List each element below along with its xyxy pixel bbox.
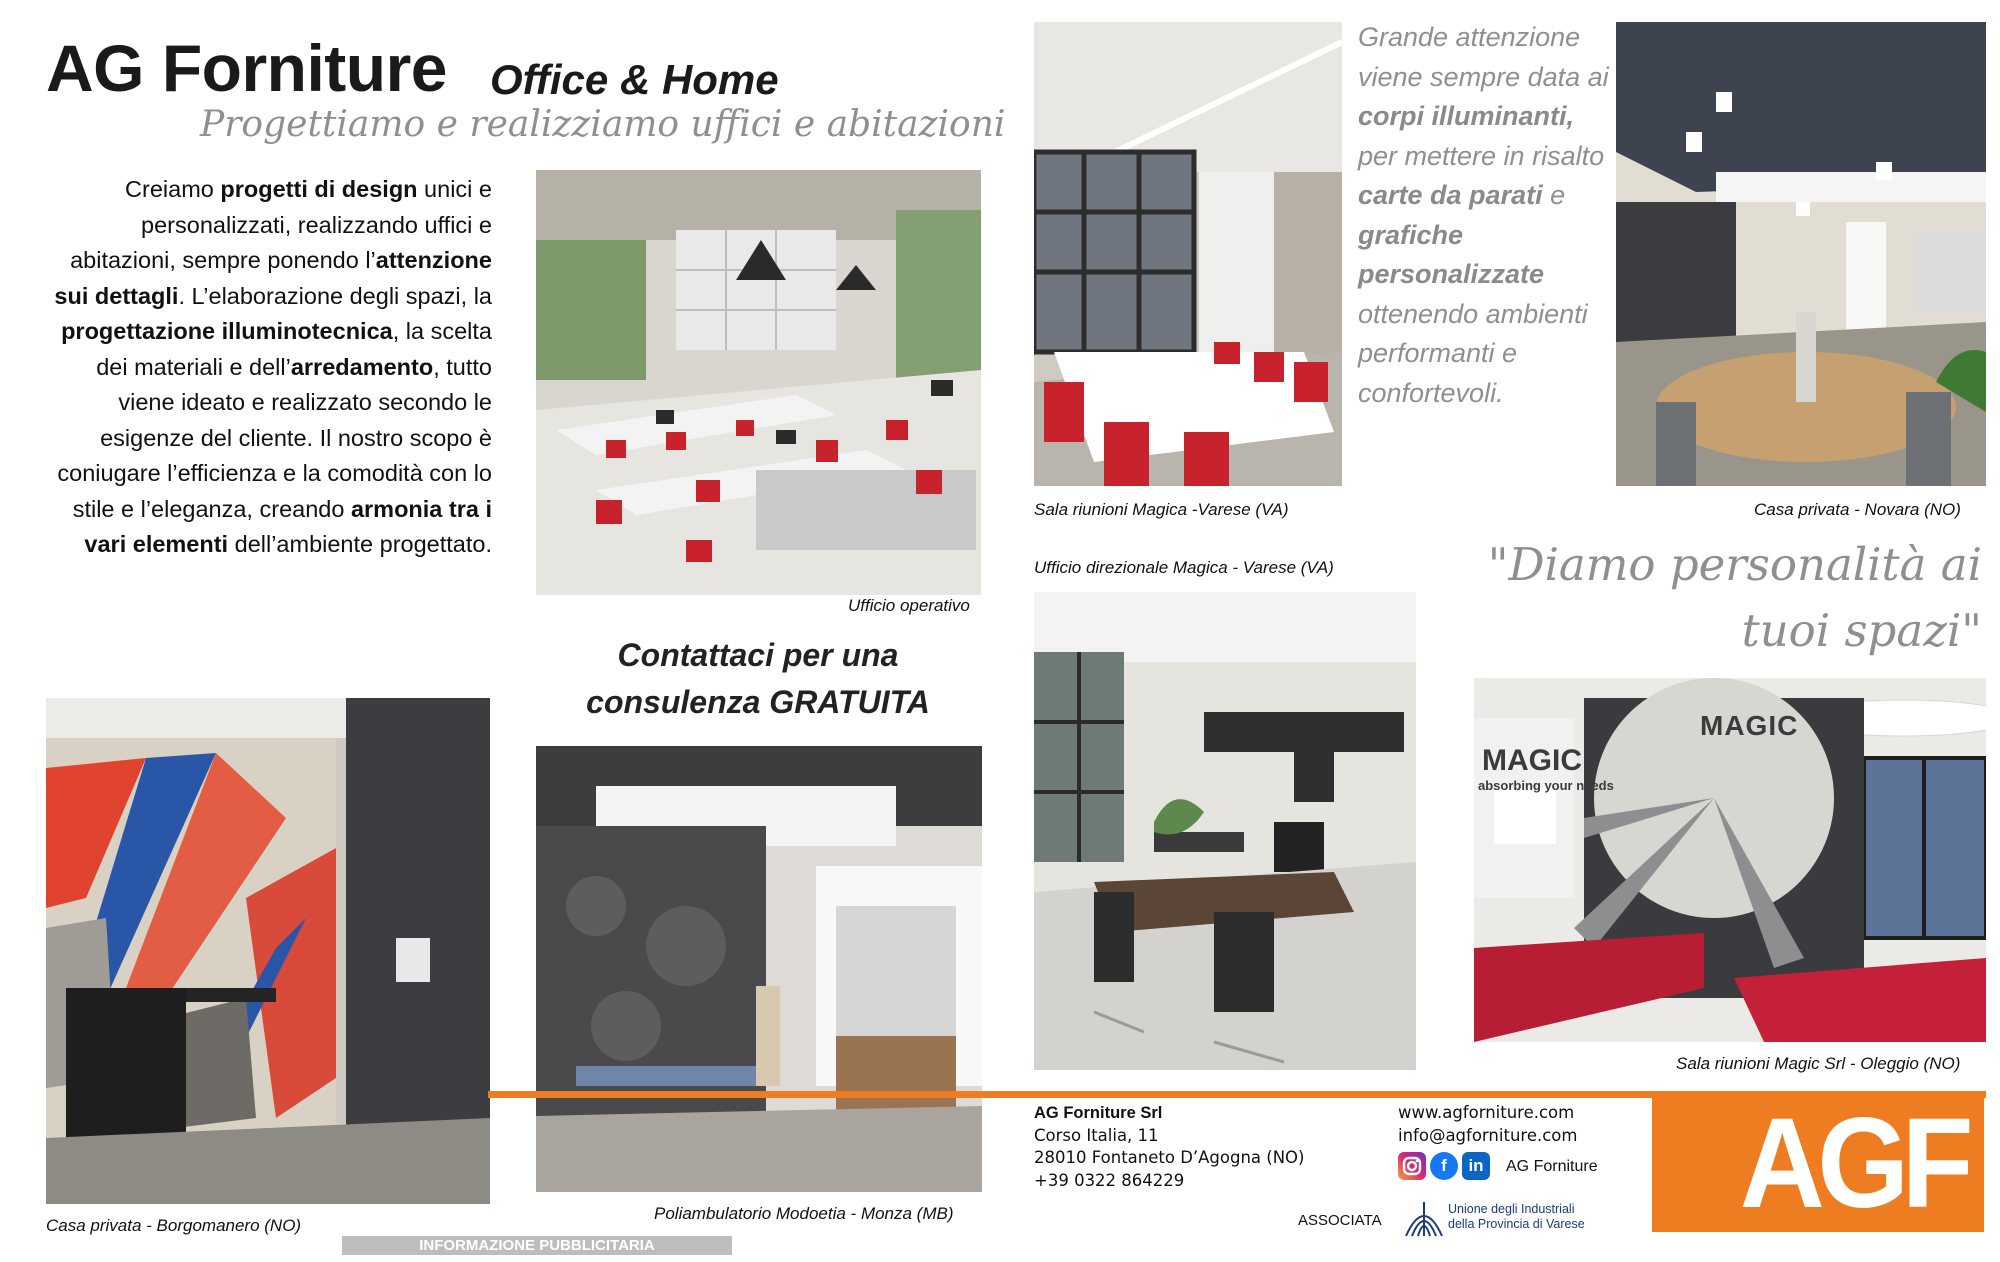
tagline: Progettiamo e realizziamo uffici e abitazioni: [200, 104, 1006, 145]
associata-label: ASSOCIATA: [1298, 1212, 1382, 1229]
agf-logo: [1652, 1092, 1984, 1235]
quote-line-2: tuoi spazi": [1741, 604, 1982, 657]
side-segment: corpi illuminanti,: [1358, 101, 1575, 131]
company-name: AG Forniture Srl: [1034, 1104, 1163, 1122]
intro-segment: arredamento: [290, 353, 434, 380]
photo-ufficio-operativo: [536, 170, 981, 595]
caption-sala-riunioni-magica: Sala riunioni Magica -Varese (VA): [1034, 500, 1289, 519]
unione-emblem-icon: [1402, 1196, 1446, 1240]
side-segment: e: [1542, 180, 1566, 210]
company-phone: +39 0322 864229: [1034, 1170, 1185, 1190]
company-city: 28010 Fontaneto D’Agogna (NO): [1034, 1148, 1305, 1167]
side-segment: ottenendo ambienti performanti e confortevoli.: [1358, 298, 1588, 408]
company-address: [1034, 1102, 1305, 1192]
caption-casa-borgomanero: Casa privata - Borgomanero (NO): [46, 1216, 302, 1235]
magic-wall-logo: MAGIC: [1700, 710, 1799, 741]
unione-line-2: della Provincia di Varese: [1448, 1217, 1585, 1231]
linkedin-icon[interactable]: in: [1462, 1152, 1490, 1180]
side-segment: carte da parati: [1358, 180, 1543, 210]
unione-line-1: Unione degli Industriali: [1448, 1202, 1575, 1216]
intro-segment: , la scelta dei materiali e dell’: [96, 318, 492, 380]
photo-ufficio-direzionale: [1034, 592, 1416, 1070]
photo-casa-borgomanero: [46, 698, 490, 1204]
brand-title: AG Forniture: [46, 31, 447, 105]
intro-segment: Creiamo: [125, 176, 221, 202]
company-street: Corso Italia, 11: [1034, 1125, 1159, 1145]
quote-line-1: "Diamo personalità ai: [1487, 538, 1982, 591]
contact-cta: [548, 632, 968, 726]
company-website[interactable]: www.agforniture.com: [1398, 1103, 1575, 1122]
intro-segment: progetti di design: [220, 176, 418, 202]
advertising-label-bar: [342, 1236, 732, 1255]
unione-text: [1448, 1202, 1585, 1232]
caption-ufficio-direzionale: Ufficio direzionale Magica - Varese (VA): [1034, 558, 1334, 577]
photo-sala-riunioni-magica: [1034, 22, 1342, 486]
intro-segment: attenzione sui dettagli: [54, 247, 492, 309]
quote: [1480, 532, 1982, 664]
side-segment: Grande attenzione viene sempre data ai: [1358, 22, 1609, 92]
photo-sala-magic: [1474, 678, 1986, 1042]
intro-segment: dell’ambiente progettato.: [228, 531, 492, 557]
footer-accent-line: [488, 1091, 1656, 1098]
intro-segment: , tutto viene ideato e realizzato secondo le esigenze del cliente. Il nostro scopo è coniugare l’efficienza e la comodità con lo stile e l’eleganza, creando: [57, 353, 492, 522]
brand-subtitle: Office & Home: [490, 56, 779, 103]
intro-segment: . L’elaborazione degli spazi, la: [178, 282, 492, 309]
company-email[interactable]: info@agforniture.com: [1398, 1125, 1578, 1145]
unione-industriali-logo: [1402, 1196, 1588, 1244]
caption-poliambulatorio: Poliambulatorio Modoetia - Monza (MB): [654, 1204, 954, 1223]
intro-segment: progettazione illuminotecnica: [61, 318, 393, 344]
caption-casa-novara: Casa privata - Novara (NO): [1754, 500, 1961, 519]
side-segment: grafiche personalizzate: [1358, 219, 1545, 289]
photo-casa-novara: [1616, 22, 1986, 486]
intro-paragraph: [40, 172, 492, 563]
instagram-icon[interactable]: [1398, 1152, 1426, 1180]
caption-sala-magic: Sala riunioni Magic Srl - Oleggio (NO): [1676, 1054, 1961, 1073]
side-segment: per mettere in risalto: [1358, 140, 1605, 171]
caption-ufficio-operativo: Ufficio operativo: [848, 596, 970, 615]
side-paragraph: [1358, 18, 1620, 413]
photo-poliambulatorio: [536, 746, 982, 1192]
magic-side-logo: MAGIC: [1482, 744, 1582, 777]
cta-line-2: consulenza GRATUITA: [586, 684, 930, 720]
facebook-icon[interactable]: f: [1430, 1152, 1458, 1180]
cta-line-1: Contattaci per una: [617, 637, 899, 673]
social-handle[interactable]: AG Forniture: [1506, 1158, 1598, 1175]
advertising-label: INFORMAZIONE PUBBLICITARIA: [419, 1237, 655, 1254]
intro-segment: armonia tra i vari elementi: [84, 495, 492, 557]
company-contacts: [1398, 1102, 1577, 1147]
agf-logo-text: AGF: [1739, 1092, 1966, 1235]
magic-slogan: absorbing your needs: [1478, 778, 1614, 793]
intro-segment: unici e personalizzati, realizzando uffici e abitazioni, sempre ponendo l’: [70, 176, 492, 273]
